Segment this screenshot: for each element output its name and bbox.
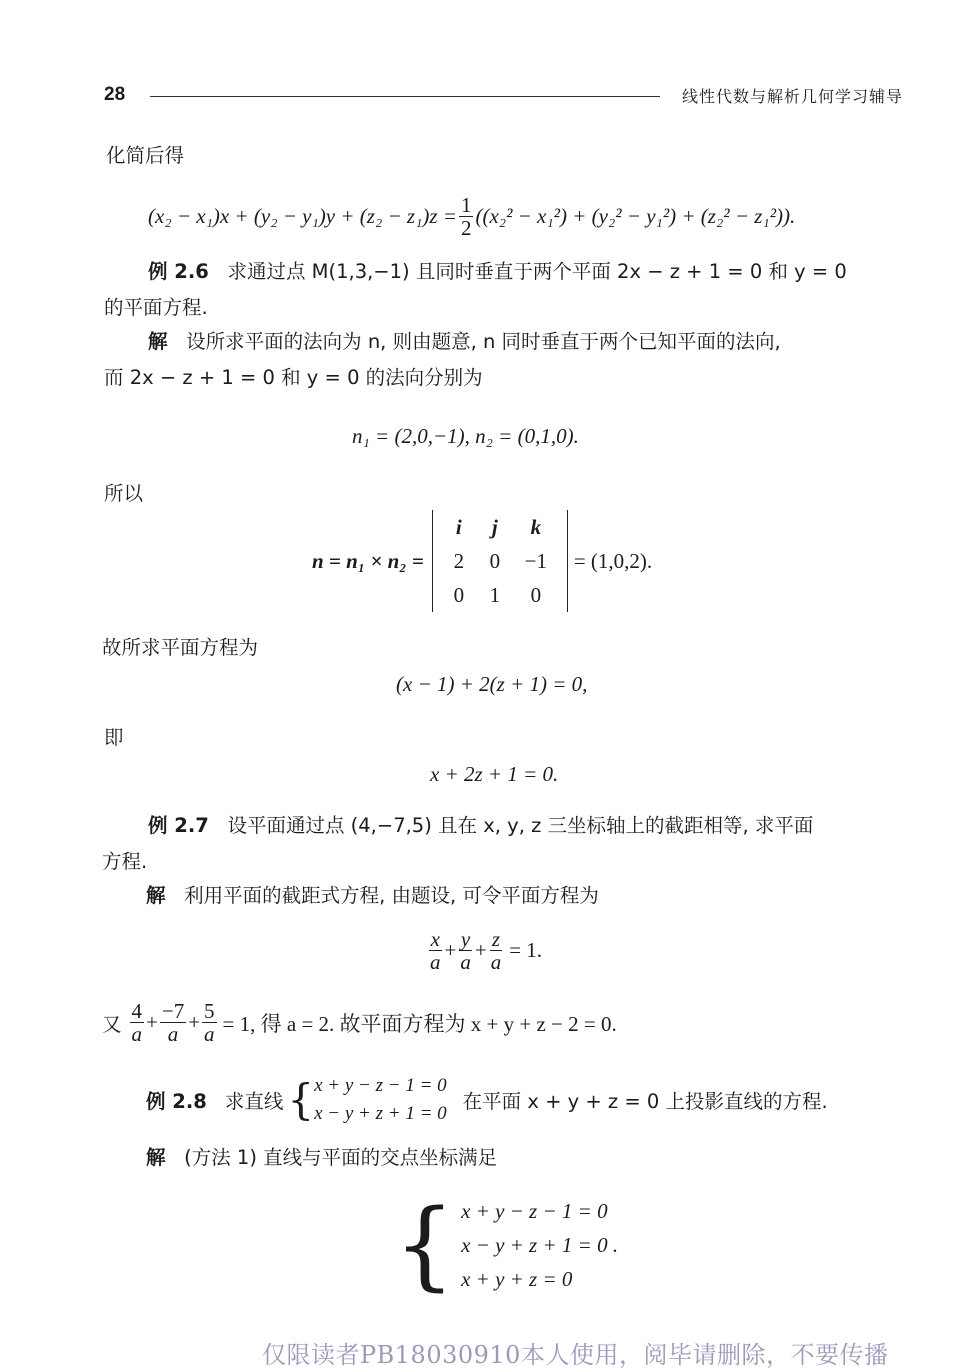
frac-den: a [131,1022,143,1046]
solution-label: 解 [146,884,166,907]
solution-text: 利用平面的截距式方程, 由题设, 可令平面方程为 [184,884,599,907]
frac-num: x [430,927,440,951]
example-2-6-cont: 的平面方程. [104,296,208,319]
example-text: 求通过点 M(1,3,−1) 且同时垂直于两个平面 2x − z + 1 = 0 和 y = 0 [227,260,847,283]
system-row: x − y + z + 1 = 0 [314,1103,447,1124]
book-title: 线性代数与解析几何学习辅导 [682,87,904,106]
intercept-rhs: = 1. [509,938,543,962]
example-label: 例 2.8 [146,1090,207,1113]
equation-plane-1: (x − 1) + 2(z + 1) = 0, [396,672,588,696]
frac-den: a [204,1022,215,1046]
det-cell: 0 [530,582,542,607]
cross-lhs: n = n₁ × n₂ = [312,548,424,573]
solution-2-6-cont: 而 2x − z + 1 = 0 和 y = 0 的法向分别为 [104,366,483,389]
example-2-7 [148,808,813,844]
det-cell: 0 [489,548,501,573]
text-therefore: 所以 [104,482,144,505]
solution-2-6 [148,324,781,360]
solution-2-7 [146,878,599,914]
substitution-rhs: = 1, 得 a = 2. 故平面方程为 x + y + z − 2 = 0. [222,1011,617,1036]
intersection-system [394,1189,619,1301]
header-rule [150,96,660,97]
solution-text: 设所求平面的法向为 n, 则由题意, n 同时垂直于两个已知平面的法向, [186,330,781,353]
example-label: 例 2.7 [148,814,209,837]
det-cell: i [455,514,462,539]
cross-product [312,510,652,612]
equation-normals: n₁ = (2,0,−1), n₂ = (0,1,0). [352,424,579,448]
example-2-8 [146,1072,828,1128]
frac-num: 4 [131,999,143,1023]
frac-den: a [460,950,471,974]
equation-1-lhs: (x₂ − x₁)x + (y₂ − y₁)y + (z₂ − z₁)z = [148,204,457,228]
solution-label: 解 [146,1146,166,1169]
example-text: 求直线 [224,1090,284,1113]
fraction-half [459,194,474,239]
text-also: 又 [102,1012,122,1036]
frac-num: z [491,927,501,951]
watermark: 仅限读者PB18030910本人使用，阅毕请删除，不要传播 [262,1341,889,1369]
example-2-7-cont: 方程. [102,850,148,873]
system-row: x − y + z + 1 = 0 . [461,1233,619,1257]
equation-1-rhs: ((x₂² − x₁²) + (y₂² − y₁²) + (z₂² − z₁²)). [475,204,796,228]
cross-rhs: = (1,0,2). [573,548,653,573]
det-cell: j [491,514,498,539]
text-simplify: 化简后得 [106,144,185,167]
example-label: 例 2.6 [148,260,209,283]
frac-num: −7 [161,999,185,1023]
frac-num: 5 [204,999,215,1023]
brace-icon: { [287,1075,315,1124]
equation-plane-2: x + 2z + 1 = 0. [430,762,559,786]
line-substitution: 又 $\frac{4}{a}$ + $\frac{-7}{a}$ + $\frac{5}{a}$ = 1, 得 a = 2. 故平面方程为 x + y + z − 2 = 0. [102,999,617,1046]
frac-num: y [460,927,471,951]
system-row: x + y − z − 1 = 0 [461,1199,608,1223]
big-brace-icon: { [394,1189,456,1301]
det-cell: 0 [453,582,465,607]
det-cell: 2 [453,548,465,573]
system-rows [461,1194,618,1296]
determinant [432,510,568,612]
solution-label: 解 [148,330,168,353]
equation-1 [148,194,795,239]
equation-intercept: $\frac{x}{a}$ + $\frac{y}{a}$ + $\frac{z}{a}$ = 1. [430,927,543,974]
frac-num: 1 [460,193,472,217]
det-cell: k [530,514,542,539]
example-text-cont: 在平面 x + y + z = 0 上投影直线的方程. [462,1090,828,1113]
solution-2-8 [146,1140,497,1176]
system-row: x + y + z = 0 [461,1267,573,1291]
solution-text: (方法 1) 直线与平面的交点坐标满足 [184,1146,498,1169]
frac-den: a [430,950,441,974]
frac-den: a [167,1022,179,1046]
frac-den: a [490,950,502,974]
example-2-6 [148,254,847,290]
text-namely: 即 [104,726,124,749]
page-number: 28 [104,84,126,105]
line-system [314,1072,447,1128]
example-text: 设平面通过点 (4,−7,5) 且在 x, y, z 三坐标轴上的截距相等, 求平面 [227,814,814,837]
frac-den: 2 [460,216,472,240]
text-plane-equation-is: 故所求平面方程为 [102,636,259,659]
det-cell: −1 [524,548,548,573]
det-cell: 1 [489,582,501,607]
system-row: x + y − z − 1 = 0 [314,1075,447,1096]
